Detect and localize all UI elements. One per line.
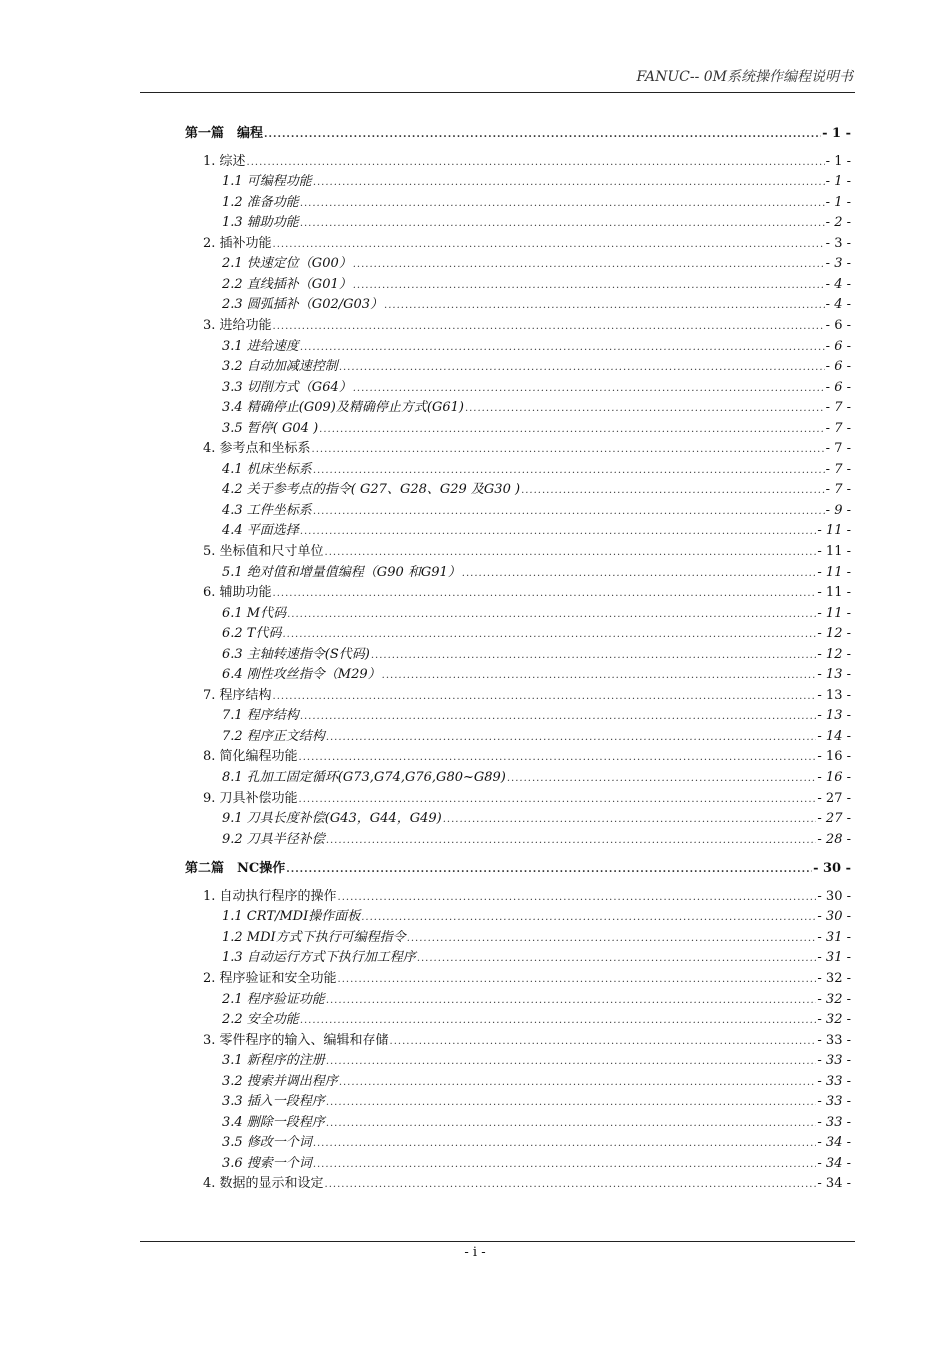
- toc-entry-part[interactable]: [185, 859, 851, 879]
- toc-entry-sec[interactable]: [222, 830, 851, 850]
- toc-entry-sec[interactable]: [222, 948, 851, 968]
- toc-entry-title: 第一篇 编程: [185, 126, 264, 141]
- toc-entry-sec[interactable]: [222, 1010, 851, 1030]
- toc-entry-page: - 30 -: [817, 889, 851, 904]
- toc-entry-title: 1. 综述: [203, 154, 246, 169]
- toc-entry-page: - 1 -: [825, 174, 851, 189]
- toc-entry-title: 3.3 插入一段程序: [222, 1094, 325, 1109]
- toc-entry-chap[interactable]: [203, 152, 851, 172]
- dot-leader: [371, 646, 817, 665]
- toc-entry-sec[interactable]: [222, 460, 851, 480]
- dot-leader: [273, 317, 825, 336]
- dot-leader: [353, 379, 825, 398]
- toc-entry-title: 2.3 圆弧插补（G02/G03）: [222, 297, 384, 312]
- dot-leader: [390, 1032, 817, 1051]
- toc-entry-sec[interactable]: [222, 706, 851, 726]
- dot-leader: [507, 769, 817, 788]
- toc-entry-sec[interactable]: [222, 357, 851, 377]
- toc-entry-sec[interactable]: [222, 665, 851, 685]
- toc-entry-title: 6. 辅助功能: [203, 585, 272, 600]
- toc-entry-sec[interactable]: [222, 1154, 851, 1174]
- toc-entry-title: 7.2 程序正文结构: [222, 729, 325, 744]
- toc-entry-page: - 4 -: [825, 297, 851, 312]
- toc-entry-sec[interactable]: [222, 928, 851, 948]
- toc-entry-page: - 33 -: [817, 1115, 851, 1130]
- toc-entry-title: 9.2 刀具半径补偿: [222, 832, 325, 847]
- dot-leader: [338, 888, 817, 907]
- dot-leader: [443, 810, 817, 829]
- dot-leader: [273, 687, 817, 706]
- toc-entry-page: - 14 -: [817, 729, 851, 744]
- dot-leader: [326, 1093, 817, 1112]
- toc-entry-title: 1.3 辅助功能: [222, 215, 299, 230]
- dot-leader: [407, 929, 817, 948]
- toc-entry-page: - 3 -: [825, 236, 851, 251]
- dot-leader: [313, 502, 825, 521]
- toc-entry-page: - 32 -: [817, 992, 851, 1007]
- dot-leader: [313, 173, 825, 192]
- toc-entry-page: - 33 -: [817, 1094, 851, 1109]
- toc-entry-title: 4. 参考点和坐标系: [203, 441, 311, 456]
- toc-entry-title: 3.3 切削方式（G64）: [222, 380, 352, 395]
- toc-entry-page: - 13 -: [817, 708, 851, 723]
- toc-entry-chap[interactable]: [203, 316, 851, 336]
- toc-entry-sec[interactable]: [222, 768, 851, 788]
- toc-entry-sec[interactable]: [222, 907, 851, 927]
- toc-entry-page: - 33 -: [817, 1053, 851, 1068]
- toc-entry-title: 5. 坐标值和尺寸单位: [203, 544, 324, 559]
- toc-entry-page: - 12 -: [817, 626, 851, 641]
- toc-entry-sec[interactable]: [222, 624, 851, 644]
- toc-entry-page: - 34 -: [817, 1135, 851, 1150]
- dot-leader: [326, 1052, 817, 1071]
- toc-entry-chap[interactable]: [203, 789, 851, 809]
- toc-entry-page: - 11 -: [817, 544, 851, 559]
- dot-leader: [521, 481, 825, 500]
- toc-entry-chap[interactable]: [203, 686, 851, 706]
- toc-entry-page: - 16 -: [817, 749, 851, 764]
- page-number: - i -: [464, 1245, 486, 1260]
- toc-entry-sec[interactable]: [222, 1051, 851, 1071]
- toc-entry-page: - 7 -: [825, 482, 851, 497]
- toc-entry-title: 3. 零件程序的输入、编辑和存储: [203, 1033, 389, 1048]
- toc-entry-page: - 30 -: [817, 909, 851, 924]
- toc-entry-title: 9.1 刀具长度补偿(G43，G44，G49): [222, 811, 442, 826]
- toc-entry-page: - 6 -: [825, 339, 851, 354]
- toc-entry-page: - 11 -: [817, 523, 851, 538]
- toc-entry-sec[interactable]: [222, 1072, 851, 1092]
- toc-entry-page: - 31 -: [817, 950, 851, 965]
- toc-entry-page: - 32 -: [817, 971, 851, 986]
- dot-leader: [300, 1011, 817, 1030]
- toc-entry-title: 6.3 主轴转速指令(S代码): [222, 647, 370, 662]
- toc-entry-title: 1. 自动执行程序的操作: [203, 889, 337, 904]
- dot-leader: [299, 790, 817, 809]
- toc-entry-title: 3.5 暂停( G04 ): [222, 421, 319, 436]
- toc-entry-sec[interactable]: [222, 563, 851, 583]
- header-title: FANUC-- 0M系统操作编程说明书: [636, 69, 853, 85]
- toc-entry-sec[interactable]: [222, 1113, 851, 1133]
- dot-leader: [382, 666, 817, 685]
- toc-entry-page: - 12 -: [817, 647, 851, 662]
- toc-entry-chap[interactable]: [203, 887, 851, 907]
- toc-entry-sec[interactable]: [222, 419, 851, 439]
- toc-entry-chap[interactable]: [203, 439, 851, 459]
- dot-leader: [353, 276, 825, 295]
- toc-entry-title: 6.2 T代码: [222, 626, 282, 641]
- toc-entry-chap[interactable]: [203, 1031, 851, 1051]
- dot-leader: [353, 255, 825, 274]
- toc-entry-page: - 7 -: [825, 462, 851, 477]
- toc-entry-title: 3.2 搜索并调出程序: [222, 1074, 338, 1089]
- toc-entry-page: - 2 -: [825, 215, 851, 230]
- toc-entry-sec[interactable]: [222, 645, 851, 665]
- footer-rule: [140, 1241, 855, 1242]
- toc-entry-title: 8.1 孔加工固定循环(G73,G74,G76,G80~G89): [222, 770, 506, 785]
- toc-entry-title: 4.3 工件坐标系: [222, 503, 312, 518]
- toc-entry-title: 3.4 精确停止(G09)及精确停止方式(G61): [222, 400, 464, 415]
- toc-entry-title: 3. 进给功能: [203, 318, 272, 333]
- dot-leader: [313, 1155, 817, 1174]
- dot-leader: [300, 707, 817, 726]
- toc-entry-chap[interactable]: [203, 747, 851, 767]
- dot-leader: [384, 296, 825, 315]
- toc-entry-page: - 13 -: [817, 667, 851, 682]
- toc-entry-page: - 6 -: [825, 318, 851, 333]
- toc-entry-title: 1.2 MDI方式下执行可编程指令: [222, 930, 406, 945]
- dot-leader: [300, 522, 817, 541]
- dot-leader: [282, 625, 816, 644]
- toc-entry-page: - 11 -: [817, 606, 851, 621]
- toc-entry-page: - 1 -: [825, 154, 851, 169]
- toc-entry-sec[interactable]: [222, 480, 851, 500]
- toc-entry-page: - 11 -: [817, 565, 851, 580]
- dot-leader: [313, 461, 825, 480]
- toc-entry-page: - 1 -: [822, 126, 851, 141]
- dot-leader: [264, 125, 821, 144]
- toc-entry-page: - 9 -: [825, 503, 851, 518]
- toc-entry-page: - 27 -: [817, 811, 851, 826]
- toc-entry-page: - 4 -: [825, 277, 851, 292]
- toc-entry-page: - 32 -: [817, 1012, 851, 1027]
- toc-entry-title: 3.2 自动加减速控制: [222, 359, 338, 374]
- toc-entry-chap[interactable]: [203, 542, 851, 562]
- toc-entry-sec[interactable]: [222, 990, 851, 1010]
- toc-entry-chap[interactable]: [203, 1174, 851, 1194]
- toc-entry-title: 3.6 搜索一个词: [222, 1156, 312, 1171]
- dot-leader: [325, 543, 817, 562]
- dot-leader: [465, 399, 825, 418]
- toc-entry-title: 1.2 准备功能: [222, 195, 299, 210]
- toc-entry-chap[interactable]: [203, 969, 851, 989]
- toc-entry-sec[interactable]: [222, 172, 851, 192]
- toc-entry-page: - 6 -: [825, 380, 851, 395]
- toc-entry-title: 3.5 修改一个词: [222, 1135, 312, 1150]
- dot-leader: [319, 420, 825, 439]
- toc-entry-title: 9. 刀具补偿功能: [203, 791, 298, 806]
- toc-entry-sec[interactable]: [222, 213, 851, 233]
- toc-entry-title: 5.1 绝对值和增量值编程（G90 和G91）: [222, 565, 461, 580]
- dot-leader: [300, 214, 825, 233]
- toc-entry-title: 4.4 平面选择: [222, 523, 299, 538]
- toc-entry-title: 2. 插补功能: [203, 236, 272, 251]
- toc-entry-title: 7. 程序结构: [203, 688, 272, 703]
- dot-leader: [287, 605, 816, 624]
- toc-entry-title: 1.3 自动运行方式下执行加工程序: [222, 950, 416, 965]
- toc-entry-sec[interactable]: [222, 501, 851, 521]
- toc-entry-sec[interactable]: [222, 193, 851, 213]
- dot-leader: [273, 235, 825, 254]
- dot-leader: [300, 338, 825, 357]
- toc-entry-page: - 3 -: [825, 256, 851, 271]
- toc-entry-page: - 33 -: [817, 1074, 851, 1089]
- dot-leader: [325, 1175, 817, 1194]
- toc-entry-sec[interactable]: [222, 337, 851, 357]
- toc-entry-title: 2.1 快速定位（G00）: [222, 256, 352, 271]
- toc-entry-title: 3.1 进给速度: [222, 339, 299, 354]
- toc-entry-page: - 6 -: [825, 359, 851, 374]
- toc-entry-sec[interactable]: [222, 295, 851, 315]
- toc-entry-page: - 28 -: [817, 832, 851, 847]
- dot-leader: [326, 831, 817, 850]
- toc-entry-sec[interactable]: [222, 378, 851, 398]
- toc-entry-chap[interactable]: [203, 583, 851, 603]
- toc-entry-page: - 34 -: [817, 1176, 851, 1191]
- toc-entry-title: 1.1 可编程功能: [222, 174, 312, 189]
- toc-entry-page: - 7 -: [825, 400, 851, 415]
- toc-entry-page: - 30 -: [813, 861, 851, 876]
- toc-entry-part[interactable]: [185, 124, 851, 144]
- dot-leader: [417, 949, 817, 968]
- toc-entry-page: - 16 -: [817, 770, 851, 785]
- toc-entry-page: - 31 -: [817, 930, 851, 945]
- toc-entry-title: 4. 数据的显示和设定: [203, 1176, 324, 1191]
- toc-entry-title: 7.1 程序结构: [222, 708, 299, 723]
- dot-leader: [286, 860, 812, 879]
- dot-leader: [339, 1073, 817, 1092]
- toc-entry-title: 3.1 新程序的注册: [222, 1053, 325, 1068]
- dot-leader: [312, 440, 825, 459]
- dot-leader: [326, 991, 817, 1010]
- dot-leader: [273, 584, 817, 603]
- toc-entry-page: - 1 -: [825, 195, 851, 210]
- toc-entry-sec[interactable]: [222, 809, 851, 829]
- toc-entry-title: 6.4 刚性攻丝指令（M29）: [222, 667, 381, 682]
- toc-entry-title: 2.2 安全功能: [222, 1012, 299, 1027]
- dot-leader: [339, 358, 825, 377]
- toc-entry-title: 8. 简化编程功能: [203, 749, 298, 764]
- toc-entry-page: - 33 -: [817, 1033, 851, 1048]
- dot-leader: [247, 153, 825, 172]
- toc-entry-title: 2.1 程序验证功能: [222, 992, 325, 1007]
- toc-entry-page: - 7 -: [825, 441, 851, 456]
- toc-entry-title: 4.2 关于参考点的指令( G27、G28、G29 及G30 ): [222, 482, 521, 497]
- toc-entry-sec[interactable]: [222, 521, 851, 541]
- toc-entry-page: - 34 -: [817, 1156, 851, 1171]
- dot-leader: [361, 908, 816, 927]
- dot-leader: [462, 564, 817, 583]
- toc-entry-sec[interactable]: [222, 254, 851, 274]
- dot-leader: [326, 1114, 817, 1133]
- toc-entry-sec[interactable]: [222, 398, 851, 418]
- toc-entry-sec[interactable]: [222, 604, 851, 624]
- page-header: [140, 66, 855, 93]
- dot-leader: [300, 194, 825, 213]
- toc-entry-sec[interactable]: [222, 275, 851, 295]
- toc-entry-title: 1.1 CRT/MDI操作面板: [222, 909, 361, 924]
- dot-leader: [313, 1134, 817, 1153]
- toc-entry-chap[interactable]: [203, 234, 851, 254]
- toc-entry-page: - 7 -: [825, 421, 851, 436]
- toc-entry-sec[interactable]: [222, 1092, 851, 1112]
- toc-entry-title: 4.1 机床坐标系: [222, 462, 312, 477]
- toc-entry-page: - 13 -: [817, 688, 851, 703]
- toc-entry-title: 第二篇 NC操作: [185, 861, 286, 876]
- toc-entry-page: - 27 -: [817, 791, 851, 806]
- toc-entry-title: 2.2 直线插补（G01）: [222, 277, 352, 292]
- toc-entry-title: 6.1 M代码: [222, 606, 287, 621]
- toc-entry-sec[interactable]: [222, 727, 851, 747]
- dot-leader: [338, 970, 817, 989]
- dot-leader: [326, 728, 817, 747]
- toc-entry-sec[interactable]: [222, 1133, 851, 1153]
- toc-entry-title: 3.4 删除一段程序: [222, 1115, 325, 1130]
- toc-entry-page: - 11 -: [817, 585, 851, 600]
- toc-entry-title: 2. 程序验证和安全功能: [203, 971, 337, 986]
- dot-leader: [299, 748, 817, 767]
